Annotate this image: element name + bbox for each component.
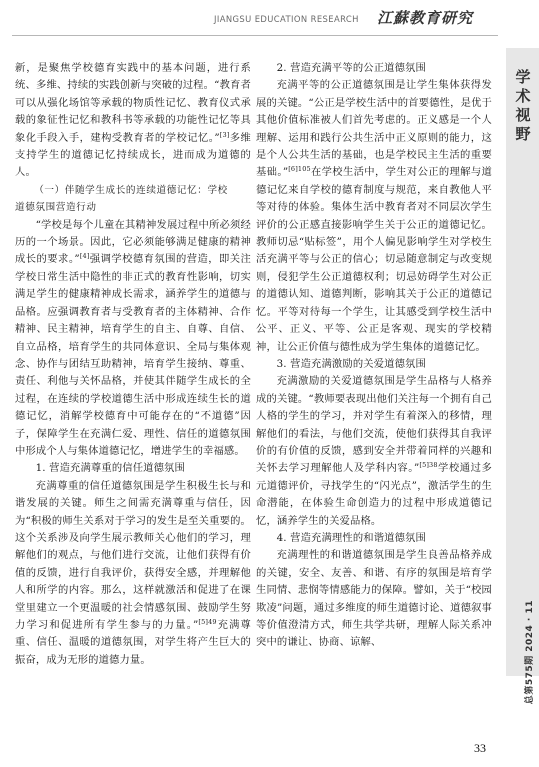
paragraph — [256, 373, 492, 530]
paragraph-text: 充满平等的公正道德氛围是让学生集体获得发展的关键。“公正是学校生活中的首要德性，是优于其他价值标准被人们首先考虑的。正义感是一个人理解、运用和践行公共生活中正义原则的能力，这是个人公共生活的基础，也是学校民主生活的重要基础。” — [256, 79, 492, 179]
citation-ref: [6]105 — [288, 165, 311, 174]
paragraph — [15, 217, 251, 461]
paragraph-text: 充满尊重、信任、温暖的道德氛围，对学生将产生巨大的振奋，成为无形的道德力量。 — [15, 619, 251, 666]
citation-ref: [5]49 — [198, 618, 217, 626]
section-heading-line1: （一）伴随学生成长的连续道德记忆：学校 — [34, 184, 228, 196]
journal-logo-calligraphy: 江蘇教育研究 — [377, 9, 474, 27]
subsection-heading: 4. 营造充满理性的和谐道德氛围 — [276, 531, 426, 544]
right-text-column — [256, 60, 492, 652]
page-number: 33 — [474, 741, 486, 755]
citation-ref: [3] — [219, 130, 230, 139]
subsection-heading: 1. 营造充满尊重的信任道德氛围 — [35, 462, 185, 475]
citation-ref: [4] — [79, 252, 90, 261]
header-divider — [12, 35, 498, 36]
page-header — [0, 0, 539, 40]
subsection-heading: 2. 营造充满平等的公正道德氛围 — [276, 62, 426, 74]
paragraph — [256, 547, 492, 651]
journal-name-english: JIANGSU EDUCATION RESEARCH — [214, 14, 359, 24]
section-heading-line2: 道德氛围营造行动 — [15, 202, 97, 214]
issue-label-vertical: 总第575期 2024 · 11 — [525, 600, 535, 705]
left-text-column — [15, 60, 251, 669]
paragraph-text: 新，是聚焦学校德育实践中的基本问题，进行系统、多维、持续的实践创新与突破的过程。“教育者可以从强化场馆等承载的物质性记忆、教育仪式承载的象征性记忆和教科书等承载的功能性记忆等具象化手段入手，建构受教育者的学校记忆。” — [15, 62, 251, 144]
subsection-heading: 3. 营造充满激励的关爱道德氛围 — [276, 357, 426, 370]
paragraph-text: 充满理性的和谐道德氛围是学生良善品格养成的关键，安全、友善、和谐、有序的氛围是培育学生同情、悲悯等情感能力的保障。譬如，关于“校园欺凌”问题，通过多维度的师生道德讨论、道德叙事等价值澄清方式，师生共学共研，理解人际关系冲突中的谦让、协商、谅解、 — [256, 549, 492, 649]
citation-ref: [5]38 — [419, 461, 438, 470]
paragraph-text: 多维支持学生的道德记忆持续成长，进而成为道德的人。 — [15, 131, 251, 179]
paragraph-text: 在学校生活中，学生对公正的理解与道德记忆来自学校的德育制度与规范，来自教他人平等对待的体验。集体生活中教育者对不同层次学生评价的公正感直接影响学生关于公正的道德记忆。教师切忌“贴标签”，用个人偏见影响学生对学校生活充满平等与公正的信心；切忌随意制定与改变规则，侵犯学生公正道德权利；切忌妨碍学生对公正的道德认知、道德判断，影响其关于公正的道德记忆。平等对待每一个学生，让其感受到学校生活中公平、正义、平等、公正是客观、现实的学校精神，让公正价值与德性成为学生集体的道德记忆。 — [256, 166, 492, 353]
paragraph-text: 充满尊重的信任道德氛围是学生积极生长与和谐发展的关键。师生之间需充满尊重与信任，因为“积极的师生关系对于学习的发生是至关重要的。这个关系涉及向学生展示教师关心他们的学习，理解他们的观点，与他们进行交流，让他们获得有价值的反馈，进行自我评价，获得安全感，并理解他人和所学的内容。那么，这样就激活和促进了在课堂里建立一个更温暖的社会情感氛围、鼓励学生努力学习和促进所有学生参与的力量。” — [15, 479, 251, 631]
paragraph-text: 充满激励的关爱道德氛围是学生品格与人格养成的关键。“教师要表现出他们关注每一个拥有自己人格的学生的学习，并对学生有着深入的移情，理解他们的看法，与他们交流，使他们获得其自我评价的有价值的反馈，感到安全并带着同样的兴趣和关怀去学习理解他人及学科内容。” — [256, 375, 492, 475]
paragraph-text: 学校通过多元道德评价，寻找学生的“闪光点”，激活学生的生命潜能，在体验生命创造力的过程中形成道德记忆，涵养学生的关爱品格。 — [256, 462, 492, 527]
paragraph — [15, 60, 251, 182]
paragraph — [256, 77, 492, 356]
paragraph-text: 强调学校德育氛围的营造，即关注学校日常生活中隐性的非正式的教育性影响，切实满足学生的健康精神成长需求，涵养学生的道德与品格。应强调教育者与受教育者的主体精神、合作精神、民主精神，培育学生的自主、自尊、自信、自立品格，培育学生的共同体意识、全局与集体观念、协作与团结互助精神，培育学生接纳、尊重、责任、利他与关怀品格，并使其伴随学生成长的全过程，在连续的学校道德生活中形成连续生长的道德记忆，消解学校德育中可能存在的“不道德”因子，保障学生在充满仁爱、理性、信任的道德氛围中形成个人与集体道德记忆，增进学生的幸福感。 — [15, 253, 251, 457]
paragraph-text: “学校是每个儿童在其精神发展过程中所必须经历的一个场景。因此，它必须能够满足健康的精神成长的要求。” — [15, 218, 251, 266]
section-title-vertical: 学术视野 — [515, 68, 531, 143]
paragraph — [15, 478, 251, 669]
